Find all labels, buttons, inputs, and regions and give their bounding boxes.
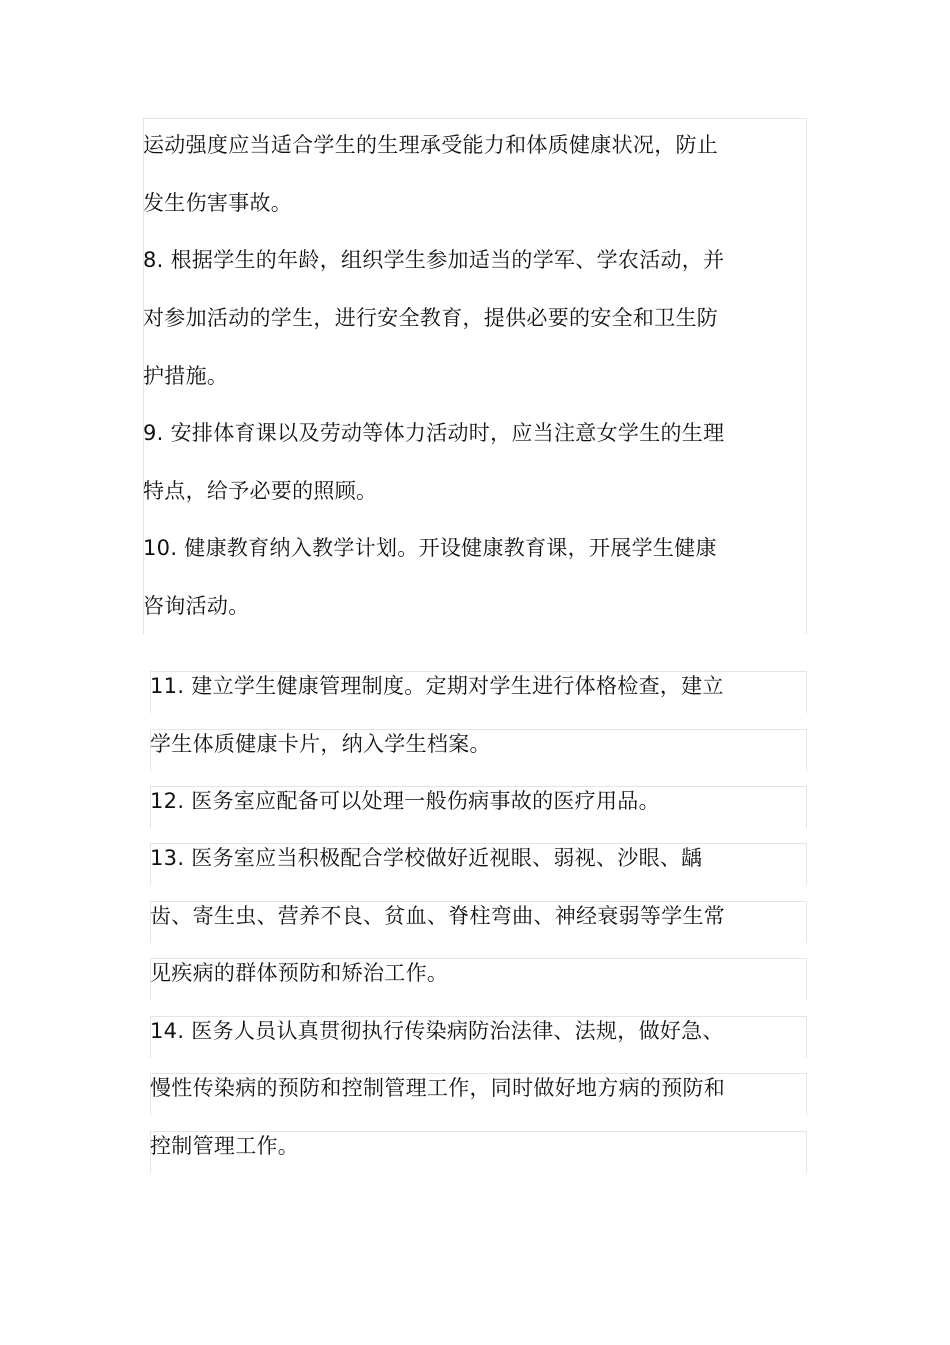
text-line: 12. 医务室应配备可以处理一般伤病事故的医疗用品。: [150, 789, 660, 813]
text-line: 10. 健康教育纳入教学计划。开设健康教育课，开展学生健康: [143, 536, 717, 560]
text-line: 运动强度应当适合学生的生理承受能力和体质健康状况，防止: [143, 133, 719, 157]
text-line: 见疾病的群体预防和矫治工作。: [150, 961, 449, 985]
text-line: 13. 医务室应当积极配合学校做好近视眼、弱视、沙眼、龋: [150, 846, 703, 870]
text-line: 8. 根据学生的年龄，组织学生参加适当的学军、学农活动，并: [143, 248, 725, 272]
text-line: 慢性传染病的预防和控制管理工作，同时做好地方病的预防和: [150, 1076, 726, 1100]
text-line: 14. 医务人员认真贯彻执行传染病防治法律、法规，做好急、: [150, 1019, 724, 1043]
text-line: 学生体质健康卡片，纳入学生档案。: [150, 732, 491, 756]
text-line: 9. 安排体育课以及劳动等体力活动时，应当注意女学生的生理: [143, 421, 725, 445]
text-line: 咨询活动。: [143, 594, 250, 618]
text-line: 11. 建立学生健康管理制度。定期对学生进行体格检查，建立: [150, 674, 724, 698]
text-line: 控制管理工作。: [150, 1134, 300, 1158]
text-line: 特点，给予必要的照顾。: [143, 479, 378, 503]
text-line: 发生伤害事故。: [143, 191, 293, 215]
text-line: 护措施。: [143, 364, 229, 388]
text-line: 齿、寄生虫、营养不良、贫血、脊柱弯曲、神经衰弱等学生常: [150, 904, 726, 928]
text-line: 对参加活动的学生，进行安全教育，提供必要的安全和卫生防: [143, 306, 719, 330]
